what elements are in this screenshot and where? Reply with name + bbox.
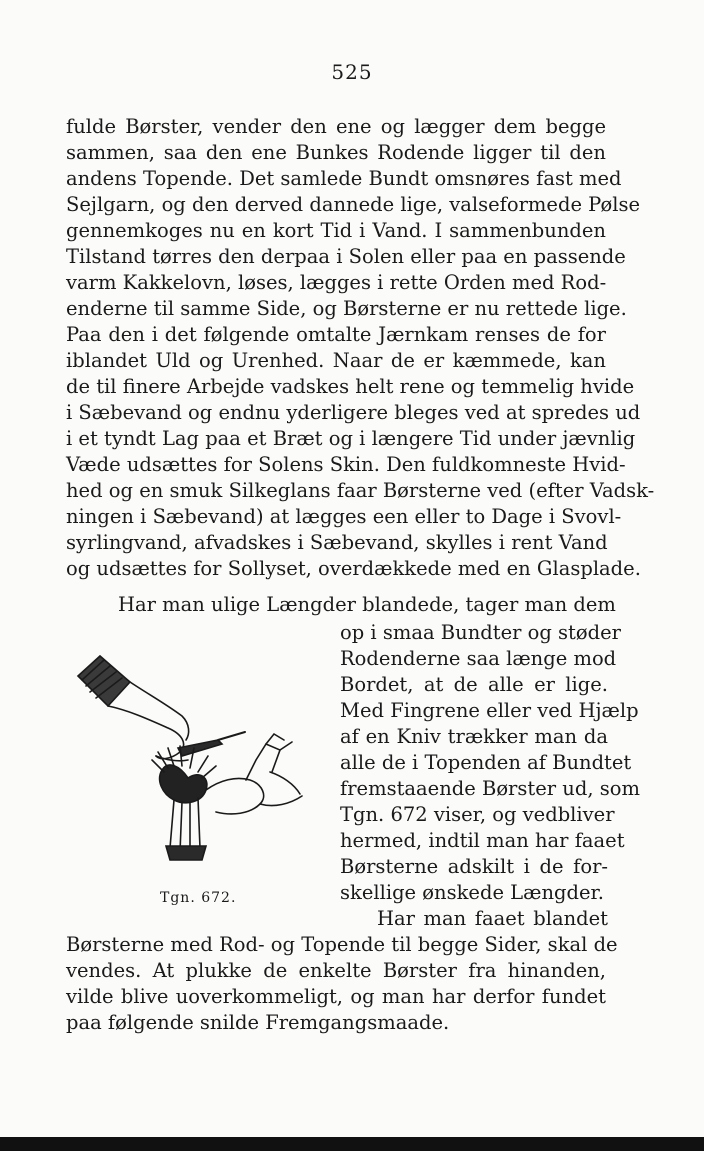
text-line: fulde Børster, vender den ene og lægger dem begge [66, 115, 606, 138]
text-line: gennemkoges nu en kort Tid i Vand. I sammenbunden [66, 219, 606, 242]
page-number: 525 [331, 60, 373, 84]
text-line: fremstaaende Børster ud, som [340, 777, 640, 800]
text-line: de til finere Arbejde vadskes helt rene og temmelig hvide [66, 375, 635, 398]
text-line: ningen i Sæbevand) at lægges een eller to Dage i Svovl- [66, 505, 622, 528]
text-line: Væde udsættes for Solens Skin. Den fuldkomneste Hvid- [66, 453, 626, 476]
text-line: op i smaa Bundter og støder [340, 621, 621, 644]
text-line: enderne til samme Side, og Børsterne er nu rettede lige. [66, 297, 627, 320]
text-line: Har man ulige Længder blandede, tager man dem [118, 593, 616, 616]
text-line: af en Kniv trækker man da [340, 725, 608, 748]
text-line: Børsterne adskilt i de for- [340, 855, 608, 878]
text-line: skellige ønskede Længder. [340, 881, 604, 904]
text-line: vendes. At plukke de enkelte Børster fra hinanden, [66, 959, 606, 982]
text-line: vilde blive uoverkommeligt, og man har derfor fundet [66, 985, 606, 1008]
text-line: i Sæbevand og endnu yderligere bleges ved at spredes ud [66, 401, 641, 424]
text-line: Har man faaet blandet [377, 907, 608, 930]
text-line: paa følgende snilde Fremgangsmaade. [66, 1011, 450, 1034]
text-line: hed og en smuk Silkeglans faar Børsterne ved (efter Vadsk- [66, 479, 655, 502]
figure-hands-bristles [70, 648, 320, 880]
text-line: Bordet, at de alle er lige. [340, 673, 608, 696]
hands-illustration [70, 648, 320, 880]
text-line: syrlingvand, afvadskes i Sæbevand, skylles i rent Vand [66, 531, 608, 554]
text-line: Tgn. 672 viser, og vedbliver [340, 803, 615, 826]
text-line: Børsterne med Rod- og Topende til begge Sider, skal de [66, 933, 618, 956]
text-line: Med Fingrene eller ved Hjælp [340, 699, 639, 722]
text-line: alle de i Topenden af Bundtet [340, 751, 632, 774]
text-line: iblandet Uld og Urenhed. Naar de er kæmmede, kan [66, 349, 606, 372]
text-line: i et tyndt Lag paa et Bræt og i længere Tid under jævnlig [66, 427, 636, 450]
figure-caption: Tgn. 672. [160, 890, 237, 906]
text-line: og udsættes for Sollyset, overdækkede med en Glasplade. [66, 557, 641, 580]
text-line: Paa den i det følgende omtalte Jærnkam renses de for [66, 323, 606, 346]
text-line: hermed, indtil man har faaet [340, 829, 625, 852]
text-line: Sejlgarn, og den derved dannede lige, valseformede Pølse [66, 193, 641, 216]
text-line: sammen, saa den ene Bunkes Rodende ligger til den [66, 141, 606, 164]
scan-edge-bar [0, 1137, 704, 1151]
text-line: Tilstand tørres den derpaa i Solen eller paa en passende [66, 245, 626, 268]
text-line: varm Kakkelovn, løses, lægges i rette Orden med Rod- [66, 271, 607, 294]
text-line: andens Topende. Det samlede Bundt omsnøres fast med [66, 167, 622, 190]
text-line: Rodenderne saa længe mod [340, 647, 617, 670]
